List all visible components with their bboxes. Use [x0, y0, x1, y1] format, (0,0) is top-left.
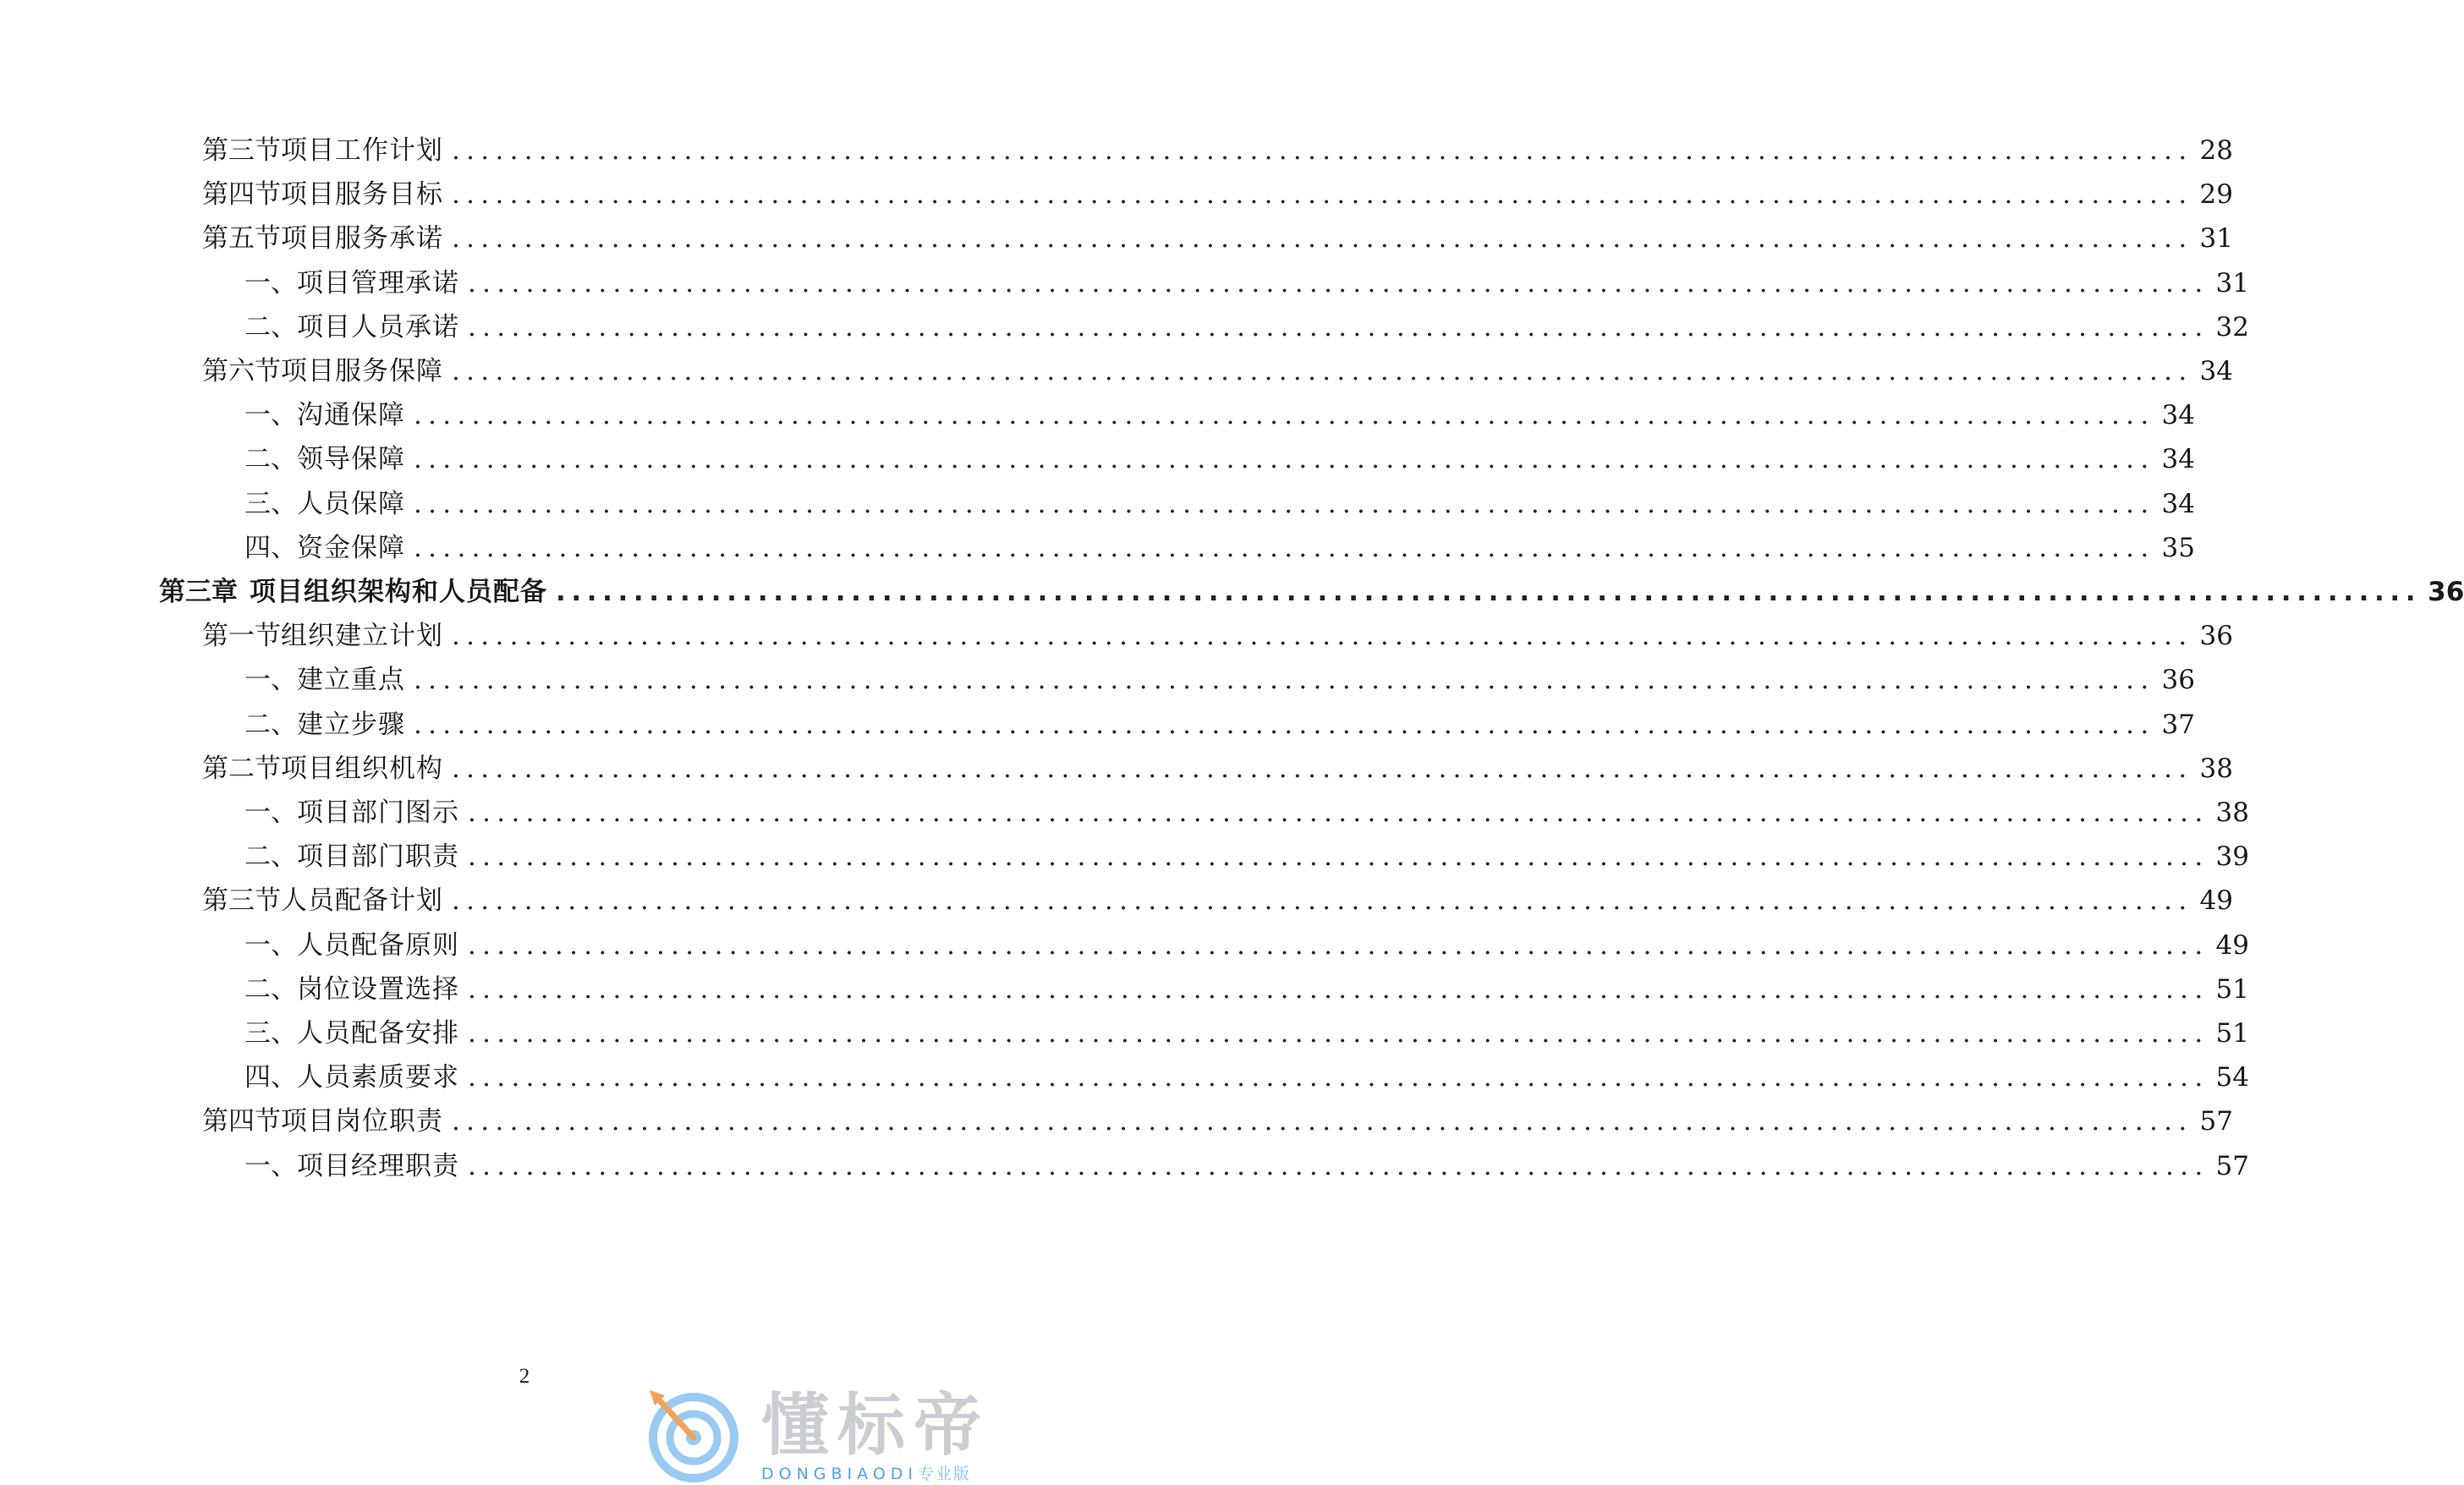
toc-entry-title: 项目组织机构 [281, 753, 443, 784]
toc-entry-number: 第三章 [159, 577, 238, 607]
toc-entry-title: 项目服务承诺 [281, 223, 443, 254]
toc-entry[interactable] [244, 796, 2249, 830]
toc-entry-page: 49 [2215, 930, 2249, 961]
toc-entry-title: 项目服务目标 [281, 179, 443, 210]
toc-dot-leader: ........................................................................................................................ [414, 665, 2155, 695]
toc-entry[interactable] [159, 575, 2464, 609]
toc-dot-leader: ........................................................................................................................ [468, 930, 2209, 961]
toc-entry-number: 四、 [244, 1062, 297, 1093]
toc-entry[interactable] [202, 134, 2233, 167]
toc-dot-leader: ........................................................................................................................ [468, 1018, 2209, 1049]
toc-entry-title: 人员配备安排 [297, 1018, 459, 1049]
toc-entry[interactable] [244, 1060, 2249, 1094]
toc-dot-leader: ........................................................................................................................ [414, 444, 2155, 474]
toc-entry[interactable] [244, 840, 2249, 874]
toc-dot-leader: ........................................................................................................................ [468, 841, 2209, 872]
toc-entry-page: 38 [2215, 797, 2249, 828]
toc-dot-leader: ........................................................................................................................ [468, 268, 2209, 299]
toc-entry-number: 一、 [244, 400, 297, 430]
watermark-brand-en-text: DONGBIAODI [761, 1465, 919, 1483]
toc-entry[interactable] [244, 973, 2249, 1006]
toc-entry-page: 28 [2199, 135, 2233, 166]
toc-entry-title: 项目人员承诺 [297, 312, 459, 342]
toc-entry[interactable] [244, 398, 2195, 432]
toc-entry-title: 人员保障 [297, 489, 405, 519]
toc-entry-number: 第二节 [202, 753, 281, 784]
toc-entry[interactable] [202, 222, 2233, 255]
toc-dot-leader: ........................................................................................................................ [468, 1062, 2209, 1093]
toc-entry-title: 项目工作计划 [281, 135, 443, 166]
toc-entry-page: 39 [2215, 841, 2249, 872]
toc-entry-number: 二、 [244, 841, 297, 872]
toc-entry-number: 第五节 [202, 223, 281, 254]
toc-entry-page: 35 [2161, 533, 2195, 563]
toc-entry-page: 49 [2199, 885, 2233, 916]
toc-dot-leader: ........................................................................................................................ [452, 223, 2193, 254]
toc-entry-number: 第六节 [202, 356, 281, 386]
toc-entry-page: 36 [2428, 577, 2464, 607]
toc-entry[interactable] [202, 884, 2233, 918]
toc-entry-page: 32 [2215, 312, 2249, 342]
toc-entry[interactable] [244, 310, 2249, 344]
toc-dot-leader: ........................................................................................................................ [556, 577, 2422, 607]
toc-entry-number: 第四节 [202, 179, 281, 210]
toc-entry-page: 57 [2199, 1106, 2233, 1137]
toc-entry-title: 沟通保障 [297, 400, 405, 430]
toc-entry[interactable] [244, 1149, 2249, 1183]
toc-entry-number: 二、 [244, 312, 297, 342]
toc-entry-number: 一、 [244, 930, 297, 961]
toc-dot-leader: ........................................................................................................................ [414, 489, 2155, 519]
toc-entry-page: 31 [2199, 223, 2233, 254]
toc-entry[interactable] [244, 929, 2249, 962]
toc-entry-title: 项目岗位职责 [281, 1106, 443, 1137]
toc-dot-leader: ........................................................................................................................ [452, 179, 2193, 210]
toc-entry-page: 34 [2161, 400, 2195, 430]
toc-entry[interactable] [244, 708, 2195, 742]
toc-entry-number: 第三节 [202, 135, 281, 166]
toc-entry-page: 37 [2161, 710, 2195, 740]
toc-entry-title: 资金保障 [297, 533, 405, 563]
toc-entry-number: 二、 [244, 444, 297, 474]
toc-dot-leader: ........................................................................................................................ [452, 356, 2193, 386]
toc-entry[interactable] [244, 1016, 2249, 1050]
toc-entry-page: 29 [2199, 179, 2233, 210]
toc-entry-page: 31 [2215, 268, 2249, 299]
toc-entry-title: 人员配备计划 [281, 885, 443, 916]
toc-dot-leader: ........................................................................................................................ [452, 621, 2193, 651]
toc-entry-number: 一、 [244, 665, 297, 695]
toc-entry-title: 组织建立计划 [281, 621, 443, 651]
toc-entry[interactable] [244, 266, 2249, 300]
toc-entry[interactable] [244, 487, 2195, 521]
toc-entry-number: 一、 [244, 1151, 297, 1181]
toc-dot-leader: ........................................................................................................................ [414, 710, 2155, 740]
toc-dot-leader: ........................................................................................................................ [452, 135, 2193, 166]
toc-dot-leader: ........................................................................................................................ [468, 797, 2209, 828]
toc-entry-page: 57 [2215, 1151, 2249, 1181]
toc-entry-title: 领导保障 [297, 444, 405, 474]
toc-entry-number: 一、 [244, 268, 297, 299]
toc-entry-title: 项目部门职责 [297, 841, 459, 872]
toc-entry[interactable] [202, 619, 2233, 653]
toc-entry-page: 34 [2199, 356, 2233, 386]
toc-entry-number: 二、 [244, 974, 297, 1005]
toc-entry-title: 人员配备原则 [297, 930, 459, 961]
toc-entry-title: 项目服务保障 [281, 356, 443, 386]
toc-entry-page: 54 [2215, 1062, 2249, 1093]
watermark-edition: 专业版 [918, 1465, 972, 1483]
toc-entry[interactable] [244, 663, 2195, 697]
toc-entry[interactable] [244, 442, 2195, 476]
toc-entry[interactable] [244, 531, 2195, 565]
toc-entry-number: 二、 [244, 710, 297, 740]
toc-entry[interactable] [202, 178, 2233, 211]
toc-entry-page: 36 [2199, 621, 2233, 651]
toc-entry[interactable] [202, 752, 2233, 786]
toc-entry-page: 34 [2161, 489, 2195, 519]
toc-entry-number: 第一节 [202, 621, 281, 651]
toc-dot-leader: ........................................................................................................................ [452, 753, 2193, 784]
toc-dot-leader: ........................................................................................................................ [452, 1106, 2193, 1137]
toc-entry-number: 四、 [244, 533, 297, 563]
toc-entry-title: 岗位设置选择 [297, 974, 459, 1005]
toc-entry-title: 项目组织架构和人员配备 [250, 577, 547, 607]
brand-watermark [633, 1385, 1039, 1483]
toc-entry-title: 项目部门图示 [297, 797, 459, 828]
toc-entry-title: 建立步骤 [297, 710, 405, 740]
toc-entry-title: 人员素质要求 [297, 1062, 459, 1093]
toc-entry-page: 34 [2161, 444, 2195, 474]
toc-entry-number: 三、 [244, 489, 297, 519]
toc-entry[interactable] [202, 1104, 2233, 1138]
toc-dot-leader: ........................................................................................................................ [414, 400, 2155, 430]
toc-entry-title: 项目管理承诺 [297, 268, 459, 299]
target-logo-icon [633, 1385, 760, 1483]
page-number: 2 [519, 1365, 530, 1388]
toc-dot-leader: ........................................................................................................................ [414, 533, 2155, 563]
watermark-brand-cn: 懂标帝 [761, 1386, 990, 1465]
toc-dot-leader: ........................................................................................................................ [468, 974, 2209, 1005]
toc-dot-leader: ........................................................................................................................ [452, 885, 2193, 916]
toc-entry-page: 51 [2215, 1018, 2249, 1049]
toc-entry[interactable] [202, 354, 2233, 388]
toc-entry-page: 38 [2199, 753, 2233, 784]
toc-entry-title: 建立重点 [297, 665, 405, 695]
toc-entry-number: 第三节 [202, 885, 281, 916]
watermark-brand-en [761, 1465, 971, 1483]
toc-dot-leader: ........................................................................................................................ [468, 312, 2209, 342]
toc-entry-number: 三、 [244, 1018, 297, 1049]
toc-entry-number: 一、 [244, 797, 297, 828]
toc-entry-page: 51 [2215, 974, 2249, 1005]
toc-dot-leader: ........................................................................................................................ [468, 1151, 2209, 1181]
toc-entry-page: 36 [2161, 665, 2195, 695]
toc-entry-title: 项目经理职责 [297, 1151, 459, 1181]
toc-entry-number: 第四节 [202, 1106, 281, 1137]
